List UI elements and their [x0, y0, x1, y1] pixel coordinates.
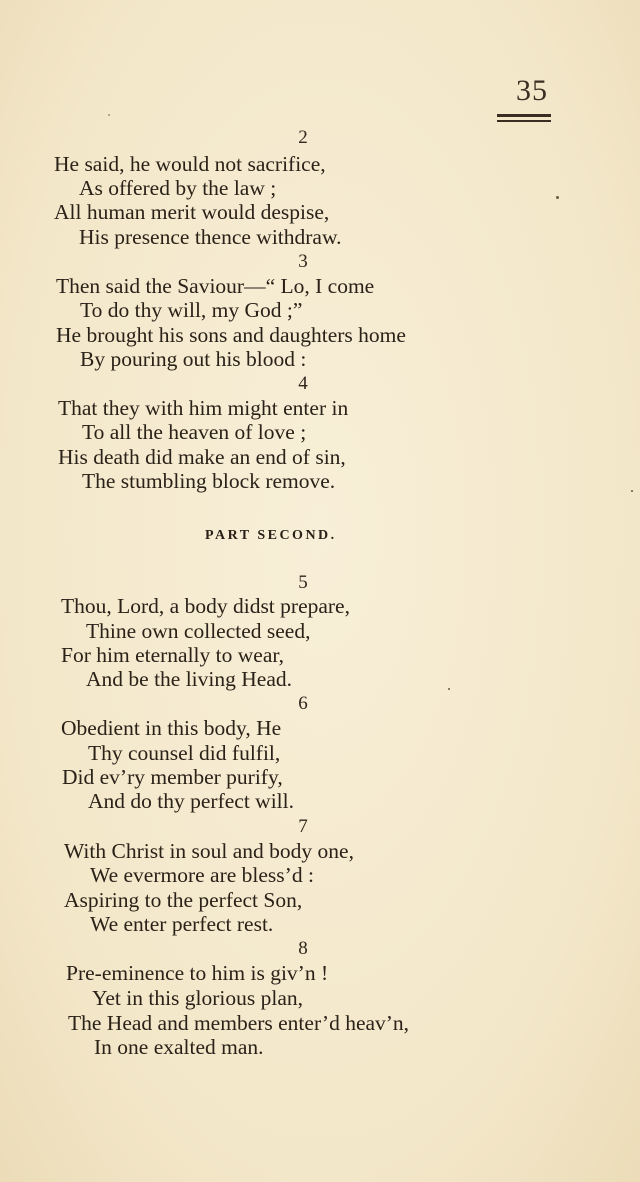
stanza-number: 2 [298, 127, 308, 148]
verse-line: He said, he would not sacrifice, [54, 152, 326, 176]
verse-line: Did ev’ry member purify, [62, 765, 283, 789]
paper-speck [448, 688, 450, 690]
verse-line: As offered by the law ; [79, 176, 277, 200]
header-rule [497, 114, 551, 117]
verse-line: Obedient in this body, He [61, 716, 282, 740]
verse-line: That they with him might enter in [58, 396, 349, 420]
verse-line: To all the heaven of love ; [82, 420, 307, 444]
verse-line: Then said the Saviour—“ Lo, I come [56, 274, 375, 298]
verse-line: By pouring out his blood : [80, 347, 307, 371]
verse-line: His presence thence withdraw. [79, 225, 342, 249]
page-number: 35 [516, 74, 548, 107]
verse-line: All human merit would despise, [54, 200, 330, 224]
verse-line: Yet in this glorious plan, [92, 986, 304, 1010]
paper-speck [631, 490, 633, 492]
verse-line: With Christ in soul and body one, [64, 839, 354, 863]
stanza-number: 8 [298, 938, 308, 959]
part-heading: PART SECOND. [205, 528, 337, 543]
stanza-number: 3 [298, 251, 308, 272]
stanza-number: 4 [298, 373, 308, 394]
verse-line: Thou, Lord, a body didst prepare, [61, 594, 350, 618]
verse-line: In one exalted man. [94, 1035, 264, 1059]
verse-line: Pre-eminence to him is giv’n ! [66, 961, 329, 985]
verse-line: For him eternally to wear, [61, 643, 285, 667]
verse-line: To do thy will, my God ;” [80, 298, 303, 322]
verse-line: He brought his sons and daughters home [56, 323, 406, 347]
verse-line: His death did make an end of sin, [58, 445, 346, 469]
verse-line: And do thy perfect will. [88, 789, 294, 813]
verse-line: Thy counsel did fulfil, [88, 741, 281, 765]
paper-speck [556, 196, 559, 199]
verse-line: We enter perfect rest. [90, 912, 274, 936]
verse-line: Aspiring to the perfect Son, [64, 888, 303, 912]
stanza-number: 5 [298, 572, 308, 593]
stanza-number: 7 [298, 816, 308, 837]
header-rule-thin [497, 120, 551, 122]
verse-line: The Head and members enter’d heav’n, [68, 1011, 410, 1035]
stanza-number: 6 [298, 693, 308, 714]
verse-line: The stumbling block remove. [82, 469, 336, 493]
verse-line: We evermore are bless’d : [90, 863, 314, 887]
verse-line: And be the living Head. [86, 667, 292, 691]
paper-speck [108, 114, 110, 116]
verse-line: Thine own collected seed, [86, 619, 311, 643]
